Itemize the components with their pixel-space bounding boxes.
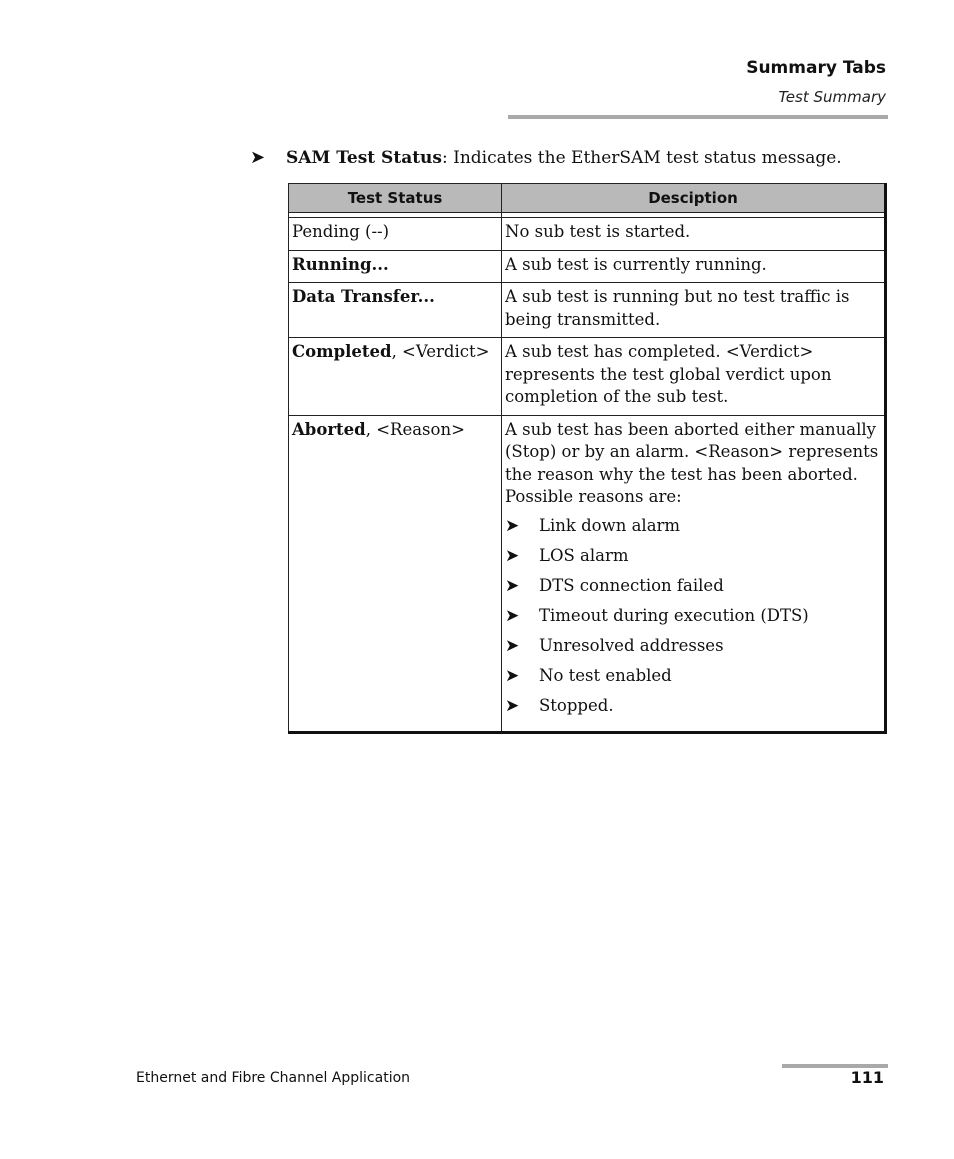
status-cell [289,338,502,416]
list-item [505,515,881,538]
list-item [505,665,881,688]
intro-text: : Indicates the EtherSAM test status message. [442,148,842,168]
running-header-title: Summary Tabs [746,58,886,78]
arrow-bullet-icon: ➤ [505,635,520,656]
table-row [289,283,886,338]
page-number: 111 [850,1068,884,1087]
reason-text: Stopped. [539,695,614,715]
table-row [289,218,886,251]
intro-term: SAM Test Status [286,148,442,168]
list-item [505,695,881,718]
status-term: Completed [292,342,392,361]
list-item [505,545,881,568]
status-term: Running... [292,254,389,274]
status-cell [289,415,502,732]
status-suffix: , <Reason> [365,419,465,439]
intro-bullet [250,146,890,170]
status-term: Data Transfer... [292,287,435,306]
arrow-bullet-icon: ➤ [505,695,520,716]
list-item [505,575,881,598]
arrow-bullet-icon: ➤ [505,665,520,686]
status-cell: Pending (--) [289,218,502,251]
reason-list [505,515,881,718]
description-text: A sub test has been aborted either manually (Stop) or by an alarm. <Reason> represents the reason why the test has been aborted. Possible reasons are: [505,419,879,506]
description-cell: A sub test is running but no test traffic is being transmitted. [502,283,886,338]
table-header-row [289,184,886,213]
column-header-status: Test Status [289,184,502,213]
table-row [289,250,886,283]
description-cell [502,415,886,732]
footer-document-title: Ethernet and Fibre Channel Application [136,1070,411,1086]
column-header-description: Desciption [502,184,886,213]
arrow-bullet-icon: ➤ [505,545,520,566]
reason-text: LOS alarm [539,545,629,565]
reason-text: DTS connection failed [539,575,724,595]
header-rule [508,115,888,119]
table-row [289,338,886,416]
arrow-bullet-icon: ➤ [505,605,520,626]
description-cell: No sub test is started. [502,218,886,251]
reason-text: Link down alarm [539,515,681,535]
status-term: Aborted [292,419,366,439]
running-header-subtitle: Test Summary [778,88,886,106]
status-cell [289,283,502,338]
arrow-bullet-icon: ➤ [505,575,520,596]
reason-text: No test enabled [539,665,672,685]
test-status-table [288,183,887,734]
status-suffix: , <Verdict> [391,342,490,361]
description-cell: A sub test is currently running. [502,250,886,283]
status-cell [289,250,502,283]
arrow-bullet-icon: ➤ [250,147,266,168]
reason-text: Unresolved addresses [539,635,724,655]
list-item [505,635,881,658]
description-cell: A sub test has completed. <Verdict> represents the test global verdict upon completion of the sub test. [502,338,886,416]
list-item [505,605,881,628]
arrow-bullet-icon: ➤ [505,515,520,536]
table-row [289,415,886,732]
reason-text: Timeout during execution (DTS) [539,605,809,625]
